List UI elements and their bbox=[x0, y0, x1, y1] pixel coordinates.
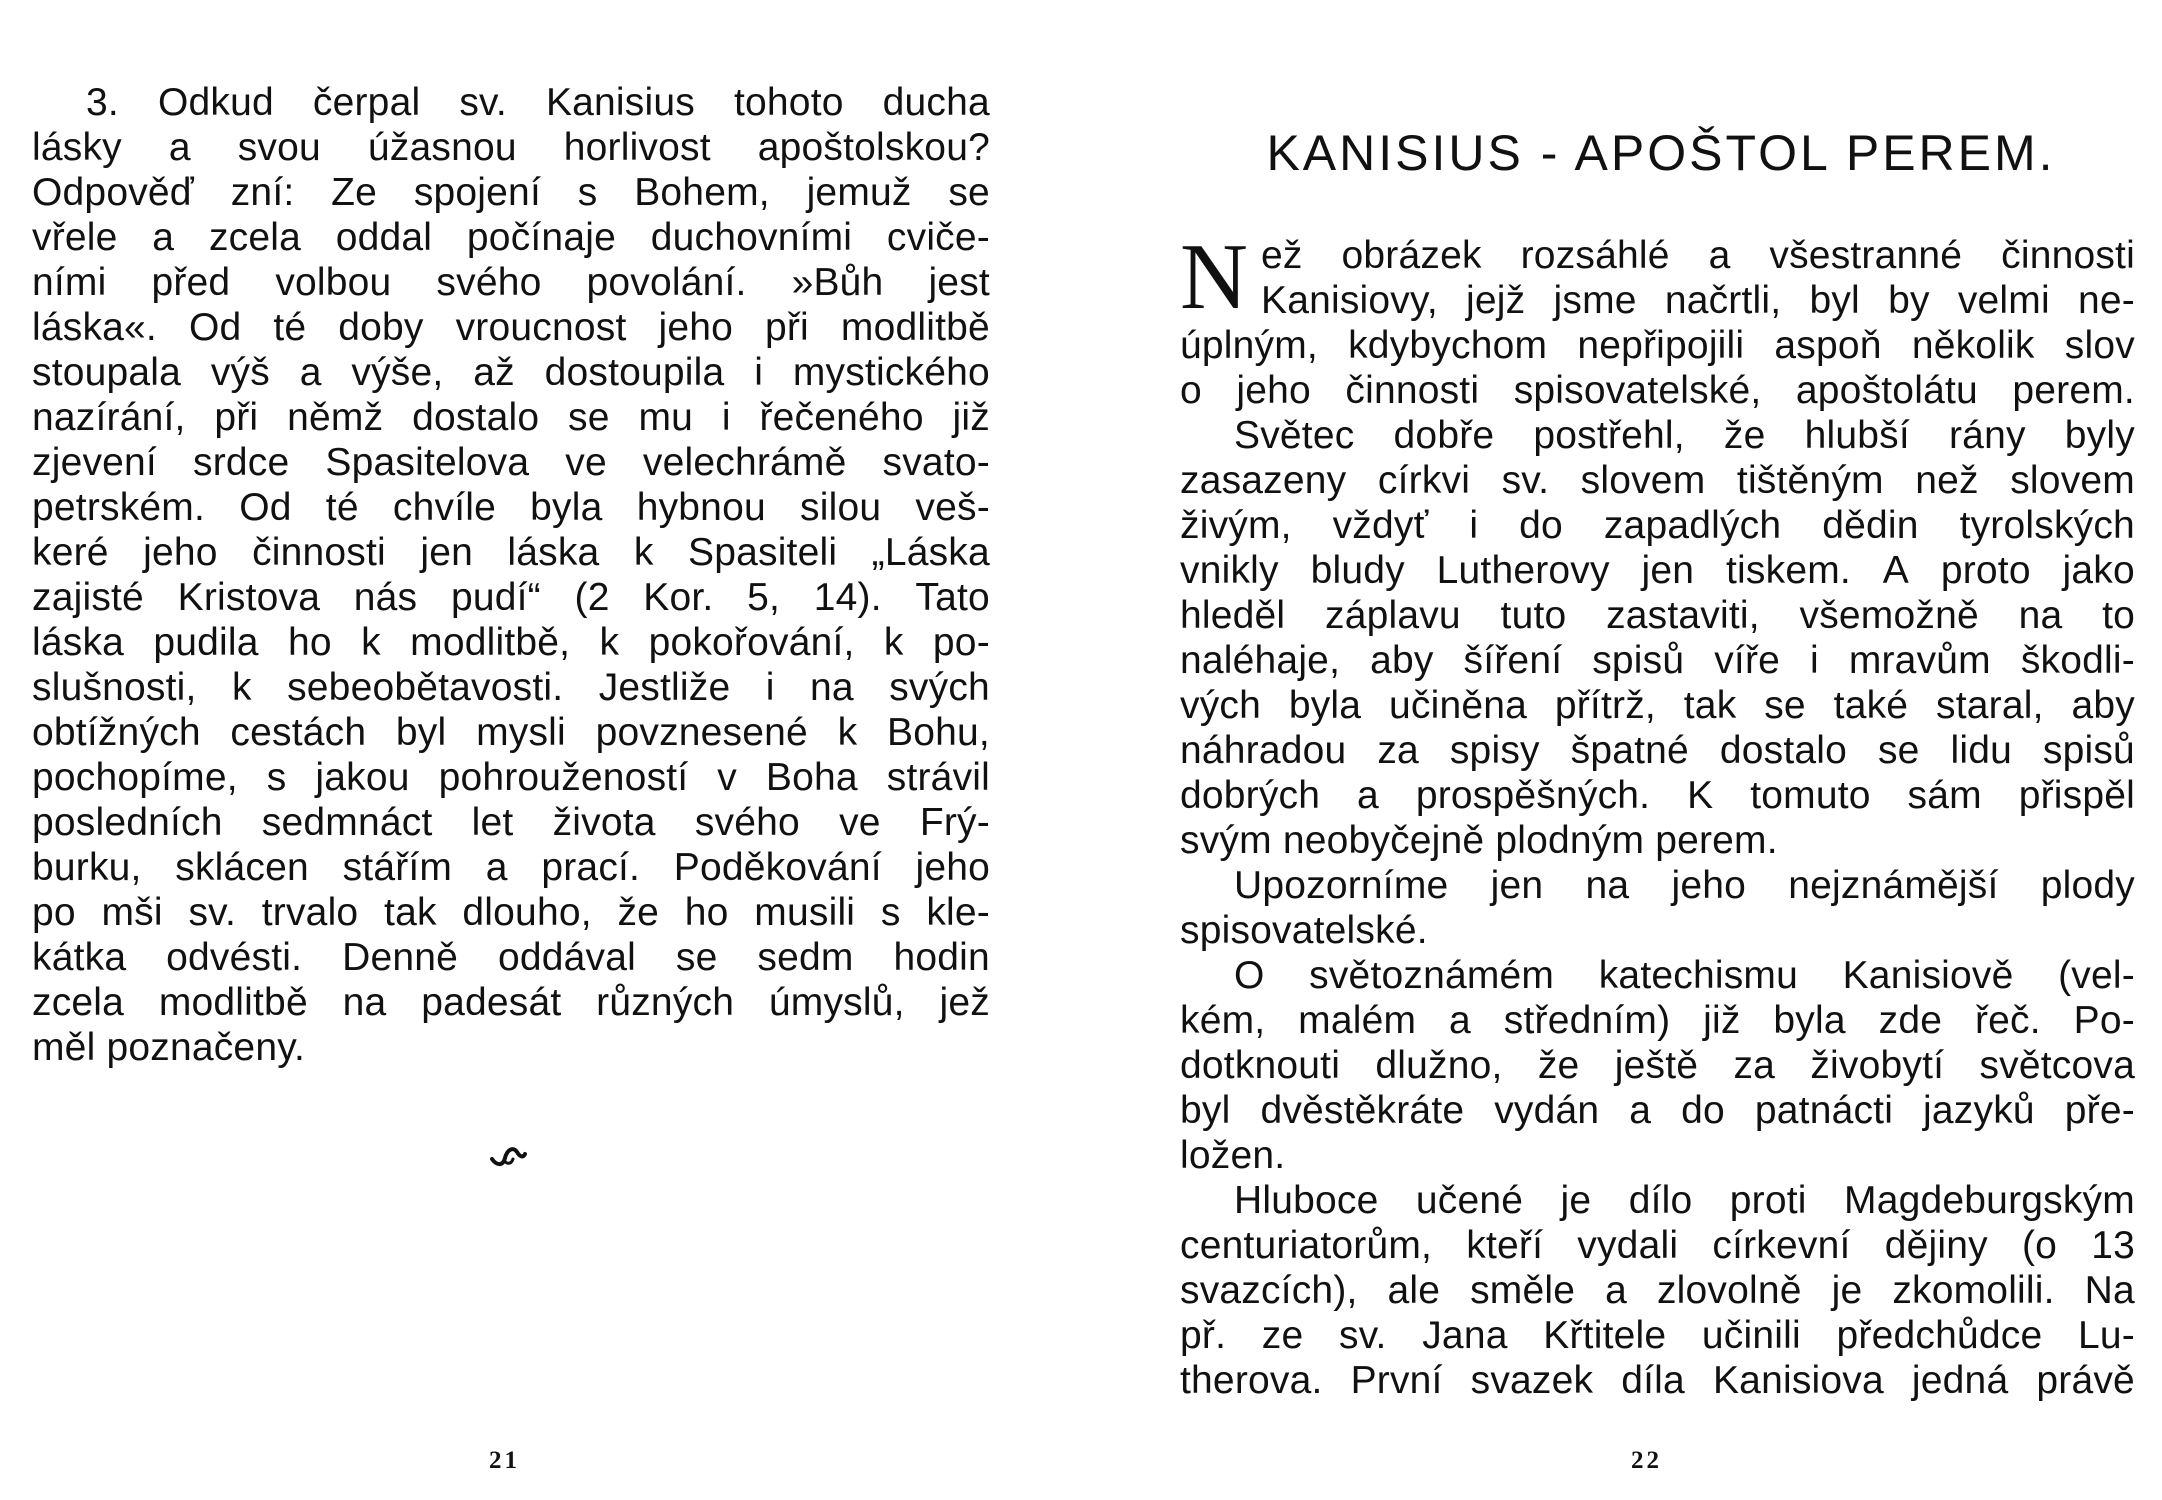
body-line: nazírání, při němž dostalo se mu i řečeného již bbox=[32, 396, 990, 439]
body-line: hleděl záplavu tuto zastaviti, všemožně na to bbox=[1180, 594, 2135, 637]
body-line: vnikly bludy Lutherovy jen tiskem. A proto jako bbox=[1180, 549, 2135, 592]
body-line: keré jeho činnosti jen láska k Spasiteli „Láska bbox=[32, 531, 990, 574]
body-line: O světoznámém katechismu Kanisiově (vel- bbox=[1234, 954, 2135, 997]
body-line: Odpověď zní: Ze spojení s Bohem, jemuž se bbox=[32, 171, 990, 214]
chapter-heading: KANISIUS - APOŠTOL PEREM. bbox=[1266, 125, 2056, 181]
body-line: svazcích), ale směle a zlovolně je zkomolili. Na bbox=[1180, 1269, 2135, 1312]
body-line: spisovatelské. bbox=[1180, 909, 1428, 952]
body-line: úplným, kdybychom nepřipojili aspoň několik slov bbox=[1180, 324, 2135, 367]
body-line: láska«. Od té doby vroucnost jeho při modlitbě bbox=[32, 306, 990, 349]
body-line: therova. První svazek díla Kanisiova jedná právě bbox=[1180, 1359, 2135, 1402]
drop-cap: N bbox=[1180, 225, 1248, 329]
body-line: Hluboce učené je dílo proti Magdeburgským bbox=[1234, 1179, 2135, 1222]
body-line: ními před volbou svého povolání. »Bůh jest bbox=[32, 261, 990, 304]
body-line: vých byla učiněna přítrž, tak se také staral, aby bbox=[1180, 684, 2135, 727]
body-line: ložen. bbox=[1180, 1134, 1286, 1177]
body-line: obtížných cestách byl mysli povznesené k Bohu, bbox=[32, 711, 990, 754]
page-number: 22 bbox=[1631, 1447, 1662, 1474]
body-line: živým, vždyť i do zapadlých dědin tyrolských bbox=[1180, 504, 2135, 547]
body-line: po mši sv. trvalo tak dlouho, že ho musili s kle- bbox=[32, 891, 990, 934]
body-line: naléhaje, aby šíření spisů víře i mravům škodli- bbox=[1180, 639, 2135, 682]
body-line: Upozorníme jen na jeho nejznámější plody bbox=[1234, 864, 2135, 907]
body-line: Kanisiovy, jejž jsme načrtli, byl by velmi ne- bbox=[1261, 279, 2135, 322]
body-line: kátka odvésti. Denně oddával se sedm hodin bbox=[32, 936, 990, 979]
body-line: zasazeny církvi sv. slovem tištěným než slovem bbox=[1180, 459, 2135, 502]
body-line: burku, sklácen stářím a prací. Poděkování jeho bbox=[32, 846, 990, 889]
body-line: láska pudila ho k modlitbě, k pokořování, k po- bbox=[32, 621, 990, 664]
body-line: př. ze sv. Jana Křtitele učinili předchůdce Lu- bbox=[1180, 1314, 2135, 1357]
body-line: centuriatorům, kteří vydali církevní dějiny (o 13 bbox=[1180, 1224, 2135, 1267]
body-line: Světec dobře postřehl, že hlubší rány byly bbox=[1234, 414, 2135, 457]
body-line: svým neobyčejně plodným perem. bbox=[1180, 819, 1778, 862]
body-line: ež obrázek rozsáhlé a všestranné činnosti bbox=[1261, 234, 2135, 277]
body-line: vřele a zcela oddal počínaje duchovními cviče- bbox=[32, 216, 990, 259]
body-line: petrském. Od té chvíle byla hybnou silou veš- bbox=[32, 486, 990, 529]
body-line: pochopíme, s jakou pohroužeností v Boha strávil bbox=[32, 756, 990, 799]
body-line: zjevení srdce Spasitelova ve velechrámě svato- bbox=[32, 441, 990, 484]
body-line: lásky a svou úžasnou horlivost apoštolskou? bbox=[32, 126, 990, 169]
ornament-icon bbox=[489, 1142, 527, 1168]
left-page bbox=[0, 0, 1080, 1500]
body-line-last: měl poznačeny. bbox=[32, 1026, 306, 1069]
body-line: zajisté Kristova nás pudí“ (2 Kor. 5, 14). Tato bbox=[32, 576, 990, 619]
body-line: kém, malém a středním) již byla zde řeč. Po- bbox=[1180, 999, 2135, 1042]
body-line: stoupala výš a výše, až dostoupila i mystického bbox=[32, 351, 990, 394]
right-page bbox=[1081, 0, 2162, 1500]
body-line: dotknouti dlužno, že ještě za živobytí světcova bbox=[1180, 1044, 2135, 1087]
body-line: 3. Odkud čerpal sv. Kanisius tohoto ducha bbox=[86, 81, 990, 124]
body-line: dobrých a prospěšných. K tomuto sám přispěl bbox=[1180, 774, 2135, 817]
body-line: o jeho činnosti spisovatelské, apoštolátu perem. bbox=[1180, 369, 2135, 412]
body-line: náhradou za spisy špatné dostalo se lidu spisů bbox=[1180, 729, 2135, 772]
body-line: slušnosti, k sebeobětavosti. Jestliže i na svých bbox=[32, 666, 990, 709]
body-line: byl dvěstěkráte vydán a do patnácti jazyků pře- bbox=[1180, 1089, 2135, 1132]
body-line: zcela modlitbě na padesát různých úmyslů, jež bbox=[32, 981, 990, 1024]
page-number: 21 bbox=[489, 1447, 520, 1474]
body-line: posledních sedmnáct let života svého ve Frý- bbox=[32, 801, 990, 844]
